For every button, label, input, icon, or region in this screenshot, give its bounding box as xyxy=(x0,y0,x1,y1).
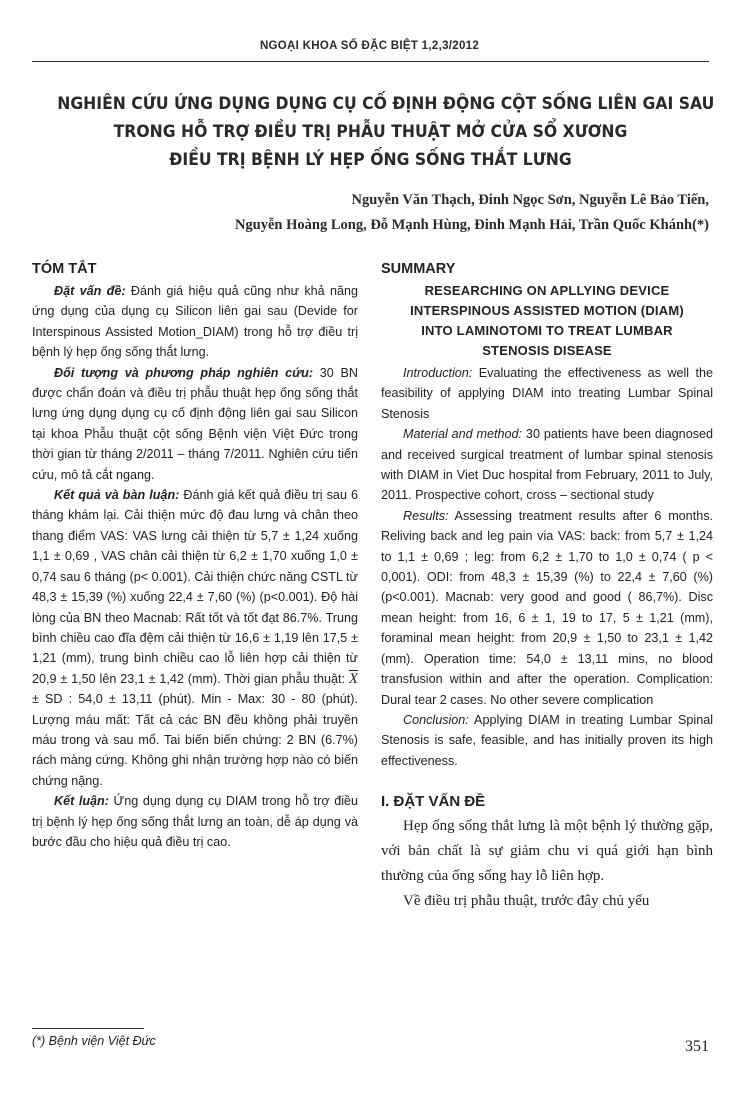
summary-results xyxy=(381,506,713,710)
mean-symbol: $\overline{X}$ xyxy=(348,670,358,687)
page-number: 351 xyxy=(685,1038,709,1055)
background-text: Đánh giá hiệu quả cũng như khả năng ứng dụng của dụng cụ Silicon liên gai sau (Devide for Interspinous Assisted Motion_DIAM) trong hỗ trợ điều trị bệnh lý hẹp ống sống thắt lưng. xyxy=(32,284,358,360)
summary-title-line: RESEARCHING ON APLLYING DEVICE xyxy=(424,283,670,298)
summary-title xyxy=(381,281,713,361)
title-line: TRONG HỖ TRỢ ĐIỀU TRỊ PHẪU THUẬT MỞ CỬA SỔ XƯƠNG xyxy=(113,122,628,142)
introduction-paragraph: Về điều trị phẫu thuật, trước đây chủ yếu xyxy=(403,893,650,910)
summary-conclusion xyxy=(381,710,713,771)
summary-heading: SUMMARY xyxy=(381,261,456,277)
abstract-background xyxy=(32,281,358,363)
vietnamese-abstract xyxy=(32,261,358,852)
title-line: ĐIỀU TRỊ BỆNH LÝ HẸP ỐNG SỐNG THẮT LƯNG xyxy=(169,150,572,170)
introduction-paragraph: Hẹp ống sống thắt lưng là một bệnh lý thường gặp, với bản chất là sự giảm chu vi quá giới hạn bình thường của ống sống hay lỗ liên hợp. xyxy=(381,818,713,885)
results-text-cont: ± SD : 54,0 ± 13,11 (phút). Min - Max: 30 - 80 (phút). Lượng máu mất: Tất cả các BN đều không phải truyền máu trong và sau mổ. Tai biến biến chứng: 2 BN (6.7%) rách màng cứng. Không ghi nhận trường hợp nào có biến chứng nặng. xyxy=(32,692,358,788)
english-summary xyxy=(381,261,713,914)
methods-label: Đối tượng và phương pháp nghiên cứu: xyxy=(54,365,314,380)
methods-label: Material and method: xyxy=(403,427,523,442)
conclusion-label: Conclusion: xyxy=(403,712,469,727)
methods-text: 30 BN được chẩn đoán và điều trị phẫu thuật hẹp ống sống thắt lưng ứng dụng dụng cụ cố định động liên gai sau Silicon tại khoa Phẫu thuật cột sống Bệnh viện Việt Đức trong thời gian từ tháng 2/2011 – tháng 7/2011. Nghiên cứu tiến cứu, mô tả cắt ngang. xyxy=(32,365,358,482)
methods-text: 30 patients have been diagnosed and received surgical treatment of lumbar spinal stenosis with DIAM in Viet Duc hospital from February, 2011 to July, 2011. Prospective cohort, cross – sectional study xyxy=(381,427,713,503)
conclusion-text: Applying DIAM in treating Lumbar Spinal Stenosis is safe, feasible, and has initially proven its high effectiveness. xyxy=(381,712,713,768)
authors-line: Nguyễn Văn Thạch, Đinh Ngọc Sơn, Nguyễn Lê Bảo Tiến, xyxy=(351,192,709,208)
header-divider xyxy=(32,61,709,62)
background-label: Đặt vấn đề: xyxy=(54,284,126,298)
summary-title-line: STENOSIS DISEASE xyxy=(482,343,612,358)
journal-header: NGOẠI KHOA SỐ ĐẶC BIỆT 1,2,3/2012 xyxy=(259,40,480,52)
results-text: Assessing treatment results after 6 months. Reliving back and leg pain via VAS: back: from 5,7 ± 1,24 to 1,1 ± 0,69 ; leg: from 6,2 ± 1,70 to 1,0 ± 0,74 ( p < 0,001). ODI: from 48,3 ± 15,39 (%) to 22,4 ± 7,60 (%) (p<0.001). Macnab: very good and good ( 86,7%). Disc mean height: from 16, 6 ± 1, 19 to 17, 5 ± 1,21 (mm), foraminal mean height: from 20,9 ± 1,50 to 23,1 ± 1,42 (mm). Operation time: 54,0 ± 13,11 mins, no blood transfusion within and after the operation. Complication: Dural tear 2 cases. No other severe complication xyxy=(381,508,713,707)
summary-title-line: INTO LAMINOTOMI TO TREAT LUMBAR xyxy=(421,323,673,338)
abstract-heading: TÓM TẮT xyxy=(32,261,97,277)
introduction-text: Evaluating the effectiveness as well the feasibility of applying DIAM into treating Lumbar Spinal Stenosis xyxy=(381,366,713,421)
results-text: Đánh giá kết quả điều trị sau 6 tháng khám lại. Cải thiện mức độ đau lưng và chân theo thang điểm VAS: VAS lưng cải thiện từ 5,7 ± 1,24 xuống 1,1 ± 0,69 , VAS chân cải thiện từ 6,2 ± 1,70 xuống 1,0 ± 0,74 sau 6 tháng (p< 0.001). Cải thiện chức năng CSTL từ 48,3 ± 15,39 (%) xuống 22,4 ± 7,60 (%) (p<0.001). Độ hài lòng của BN theo Macnab: Rất tốt và tốt đạt 86.7%. Trung bình chiều cao đĩa đệm cải thiện từ 16,6 ± 1,19 lên 17,5 ± 1,21 (mm), trung bình chiều cao lỗ liên hợp cải thiện từ 20,9 ± 1,50 lên 23,1 ± 1,42 (mm). Thời gian phẫu thuật: xyxy=(32,488,358,686)
introduction-body xyxy=(381,814,713,914)
footnote: (*) Bệnh viện Việt Đức xyxy=(32,1034,156,1048)
abstract-conclusion xyxy=(32,791,358,852)
summary-title-line: INTERSPINOUS ASSISTED MOTION (DIAM) xyxy=(410,303,684,318)
introduction-heading: I. ĐẶT VẤN ĐỀ xyxy=(381,793,486,811)
authors-line: Nguyễn Hoàng Long, Đỗ Mạnh Hùng, Đinh Mạnh Hải, Trần Quốc Khánh(*) xyxy=(234,217,709,233)
summary-methods xyxy=(381,424,713,506)
abstract-results xyxy=(32,485,358,791)
author-list xyxy=(235,188,709,238)
results-label: Kết quả và bàn luận: xyxy=(54,488,180,503)
footnote-divider xyxy=(32,1028,144,1029)
title-line: NGHIÊN CỨU ỨNG DỤNG DỤNG CỤ CỐ ĐỊNH ĐỘNG CỘT SỐNG LIÊN GAI SAU xyxy=(57,94,715,114)
summary-introduction xyxy=(381,363,713,424)
abstract-methods xyxy=(32,363,358,485)
article-title xyxy=(57,90,715,174)
results-label: Results: xyxy=(403,508,449,523)
conclusion-text: Ứng dụng dụng cụ DIAM trong hỗ trợ điều trị bệnh lý hẹp ống sống thắt lưng an toàn, dễ áp dụng và bước đầu cho hiệu quả điều trị cao. xyxy=(32,794,359,849)
introduction-label: Introduction: xyxy=(403,366,473,380)
conclusion-label: Kết luận: xyxy=(54,794,109,809)
